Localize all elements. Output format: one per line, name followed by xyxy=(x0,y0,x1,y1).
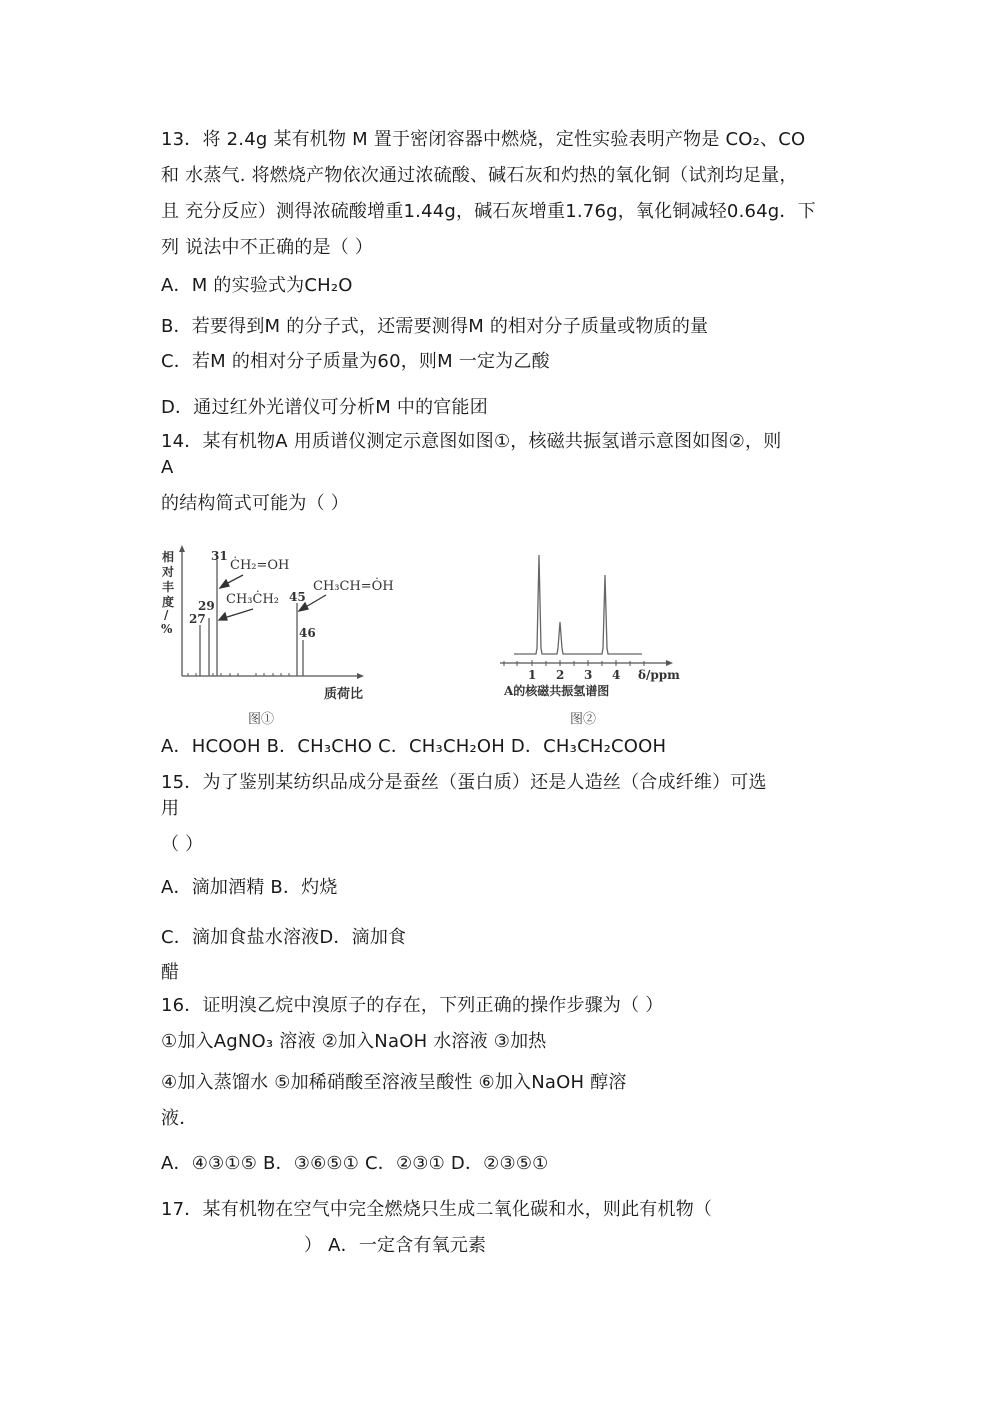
ylabel-char: % xyxy=(161,622,173,636)
q15-options-cd[interactable]: C．滴加食盐水溶液D．滴加食 xyxy=(161,927,407,948)
q13-option-b[interactable]: B．若要得到M 的分子式，还需要测得M 的相对分子质量或物质的量 xyxy=(161,316,709,337)
peak-label-29: 29 xyxy=(198,599,215,613)
ylabel-char: 度 xyxy=(162,595,175,609)
nmr-tick-1: 1 xyxy=(528,668,537,682)
peak-label-31: 31 xyxy=(211,549,228,563)
q13-stem-line-2: 和 水蒸气. 将燃烧产物依次通过浓硫酸、碱石灰和灼热的氧化铜（试剂均足量， xyxy=(161,165,798,186)
q16-options[interactable]: A．④③①⑤ B．③⑥⑤① C．②③① D．②③⑤① xyxy=(161,1153,549,1174)
q13-option-c[interactable]: C．若M 的相对分子质量为60，则M 一定为乙酸 xyxy=(161,351,550,372)
q17-stem-line-1: 17．某有机物在空气中完全燃烧只生成二氧化碳和水，则此有机物（ xyxy=(161,1199,713,1220)
nmr-spectrum-figure xyxy=(490,545,700,730)
nmr-subtitle: A的核磁共振氢谱图 xyxy=(504,684,610,698)
ylabel-char: / xyxy=(164,608,169,622)
peak-label-46: 46 xyxy=(299,626,316,640)
nmr-tick-3: 3 xyxy=(584,668,593,682)
ylabel-char: 相 xyxy=(162,550,175,564)
q15-options-ab[interactable]: A．滴加酒精 B．灼烧 xyxy=(161,877,338,898)
ylabel-char: 丰 xyxy=(162,580,175,594)
q13-option-d[interactable]: D．通过红外光谱仪可分析M 中的官能团 xyxy=(161,397,488,418)
mass-spectrum-figure xyxy=(158,545,488,730)
q13-stem-line-3: 且 充分反应）测得浓硫酸增重1.44g，碱石灰增重1.76g，氧化铜减轻0.64g．下 xyxy=(161,201,816,222)
q16-steps-line-3: 液． xyxy=(161,1108,198,1129)
xlabel-mass-charge: 质荷比 xyxy=(324,687,364,702)
q13-option-a[interactable]: A．M 的实验式为CH₂O xyxy=(161,275,353,296)
annotation-ch2oh: ĊH₂=OH xyxy=(230,558,290,573)
q17-stem-line-2[interactable]: ） A．一定含有氧元素 xyxy=(304,1235,487,1256)
nmr-xlabel: δ/ppm xyxy=(638,668,680,682)
q16-stem-line-1: 16．证明溴乙烷中溴原子的存在，下列正确的操作步骤为（ ） xyxy=(161,995,664,1016)
figure-2-caption: 图② xyxy=(570,712,597,727)
peak-label-45: 45 xyxy=(289,590,306,604)
peak-label-27: 27 xyxy=(189,612,206,626)
q13-stem-line-1: 13．将 2.4g 某有机物 M 置于密闭容器中燃烧，定性实验表明产物是 CO₂、CO xyxy=(161,129,806,150)
q14-options[interactable]: A．HCOOH B．CH₃CHO C．CH₃CH₂OH D．CH₃CH₂COOH xyxy=(161,736,667,757)
q15-stem-line-2: 用 xyxy=(161,798,180,819)
figure-1-caption: 图① xyxy=(248,712,275,727)
ylabel-char: 对 xyxy=(162,565,175,579)
annotation-ch3choh: CH₃CH=ȮH xyxy=(313,579,394,594)
q14-stem-line-1: 14．某有机物A 用质谱仪测定示意图如图①，核磁共振氢谱示意图如图②，则 xyxy=(161,431,782,452)
q15-stem-line-1: 15．为了鉴别某纺织品成分是蚕丝（蛋白质）还是人造丝（合成纤维）可选 xyxy=(161,772,767,793)
nmr-tick-4: 4 xyxy=(612,668,621,682)
q15-option-d-cont: 醋 xyxy=(161,962,180,983)
q16-steps-line-1: ①加入AgNO₃ 溶液 ②加入NaOH 水溶液 ③加热 xyxy=(161,1031,547,1052)
annotation-ch3ch2: CH₃ĊH₂ xyxy=(226,592,279,607)
q14-stem-line-2: A xyxy=(161,457,174,478)
nmr-tick-2: 2 xyxy=(556,668,565,682)
q15-stem-line-3: （ ） xyxy=(161,834,204,855)
q14-stem-line-3: 的结构简式可能为（ ） xyxy=(161,493,349,514)
q16-steps-line-2: ④加入蒸馏水 ⑤加稀硝酸至溶液呈酸性 ⑥加入NaOH 醇溶 xyxy=(161,1072,627,1093)
q13-stem-line-4: 列 说法中不正确的是（ ） xyxy=(161,237,374,258)
